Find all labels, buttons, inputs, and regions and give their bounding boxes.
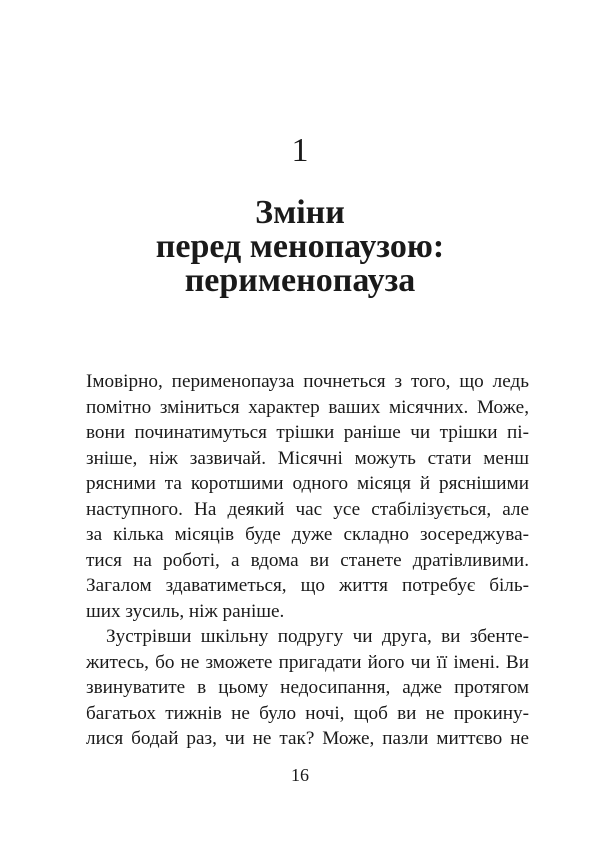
chapter-title-line: перименопауза: [184, 262, 416, 299]
chapter-title: [0, 196, 600, 298]
text-line: наступного. На деякий час усе стабілізується, але: [86, 498, 529, 520]
text-line: рясними та коротшими одного місяця й ряснішими: [86, 473, 529, 494]
text-line: житесь, бо не зможете пригадати його чи її імені. Ви: [86, 651, 529, 673]
body-text: [86, 369, 529, 752]
paragraph: [86, 624, 529, 752]
text-line: лися бодай раз, чи не так? Може, пазли миттєво не: [86, 728, 529, 749]
text-line: звинуватите в цьому недосипання, адже протягом: [86, 677, 529, 698]
page-number: 16: [291, 765, 309, 785]
chapter-title-line: перед менопаузою:: [155, 228, 445, 265]
chapter-title-line: Зміни: [255, 194, 345, 231]
chapter-number: 1: [291, 132, 309, 169]
text-line: тися на роботі, а вдома ви станете дратівливими.: [86, 549, 529, 571]
text-line: Загалом здаватиметься, що життя потребує біль-: [86, 575, 529, 596]
text-line: Зустрівши шкільну подругу чи друга, ви збенте-: [106, 626, 529, 647]
text-line: багатьох тижнів не було ночі, щоб ви не прокину-: [86, 702, 529, 724]
text-line: вони починатимуться трішки раніше чи трішки пі-: [86, 422, 529, 443]
text-line: за кілька місяців буде дуже складно зосереджува-: [86, 524, 529, 545]
text-line: зніше, ніж зазвичай. Місячні можуть стати менш: [86, 447, 529, 469]
text-line: Імовірно, перименопауза почнеться з того, що ледь: [86, 371, 529, 392]
paragraph: [86, 369, 529, 624]
text-line: ших зусиль, ніж раніше.: [86, 600, 285, 622]
text-line: помітно зміниться характер ваших місячних. Може,: [86, 396, 529, 418]
